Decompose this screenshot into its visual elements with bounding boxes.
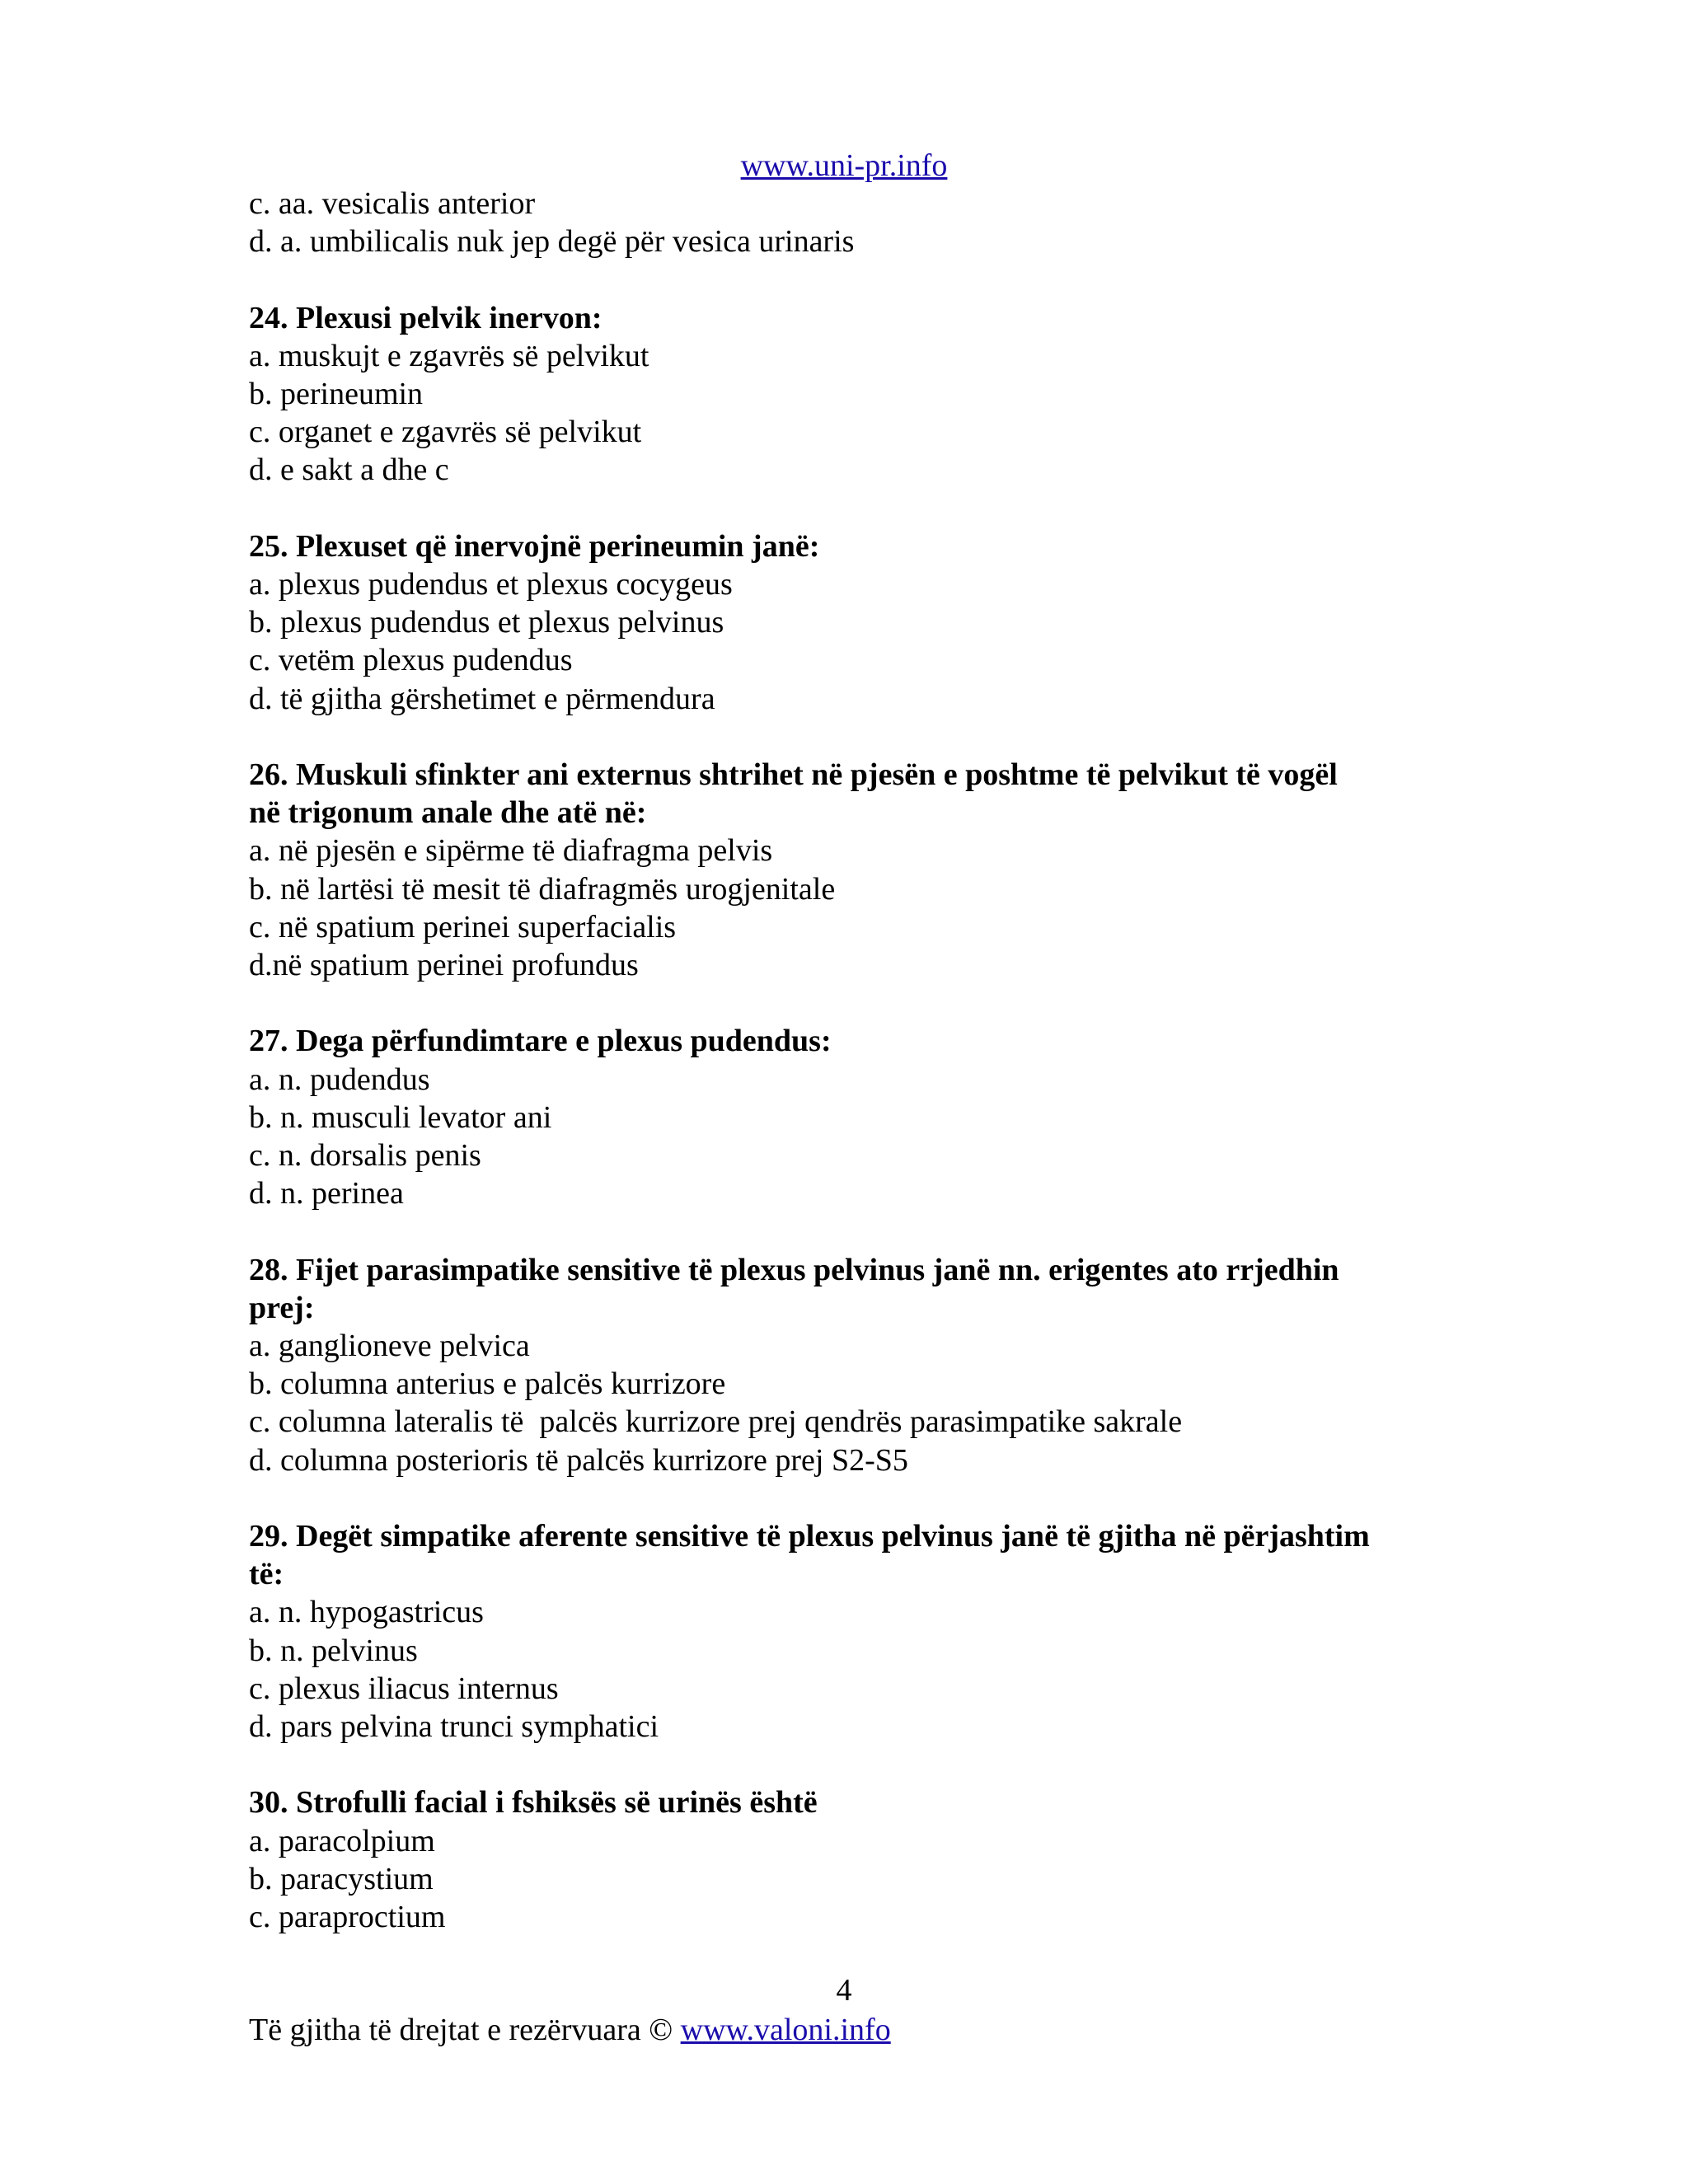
question-title-line: prej:	[249, 1290, 315, 1325]
answer-option: b. paracystium	[249, 1861, 434, 1896]
answer-option: d. e sakt a dhe c	[249, 452, 449, 488]
question-title: 30. Strofulli facial i fshiksës së urinës është	[249, 1785, 818, 1821]
answer-option: a. në pjesën e sipërme të diafragma pelvis	[249, 833, 773, 869]
answer-option: c. organet e zgavrës së pelvikut	[249, 415, 642, 450]
answer-option: a. paracolpium	[249, 1823, 435, 1858]
answer-option: a. n. pudendus	[249, 1062, 430, 1097]
answer-option: a. n. hypogastricus	[249, 1595, 484, 1630]
question-24	[249, 299, 1452, 490]
footer	[249, 2011, 891, 2049]
answer-option: d. n. perinea	[249, 1176, 404, 1212]
answer-option: a. ganglioneve pelvica	[249, 1329, 530, 1364]
answer-option: c. vetëm plexus pudendus	[249, 643, 573, 678]
answer-option: c. columna lateralis të palcës kurrizore prej qendrës parasimpatike sakrale	[249, 1404, 1183, 1440]
question-29	[249, 1517, 1452, 1746]
header-link[interactable]: www.uni-pr.info	[740, 148, 948, 183]
answer-option: c. plexus iliacus internus	[249, 1671, 559, 1706]
answer-option: b. n. musculi levator ani	[249, 1099, 552, 1135]
question-title-line: në trigonum anale dhe atë në:	[249, 795, 647, 831]
document-body	[249, 185, 1452, 1974]
question-28	[249, 1251, 1452, 1479]
question-title-line: 29. Degët simpatike aferente sensitive të plexus pelvinus janë të gjitha në përjashtim	[249, 1519, 1370, 1554]
answer-option: c. në spatium perinei superfacialis	[249, 909, 677, 944]
footer-copyright-text: Të gjitha të drejtat e rezërvuara ©	[249, 2013, 681, 2047]
continuation-answers	[249, 185, 1452, 260]
answer-option: c. paraproctium	[249, 1900, 446, 1935]
question-title-line: 28. Fijet parasimpatike sensitive të plexus pelvinus janë nn. erigentes ato rrjedhin	[249, 1252, 1339, 1287]
answer-option: d.në spatium perinei profundus	[249, 948, 639, 983]
answer-option: b. në lartësi të mesit të diafragmës urogjenitale	[249, 871, 836, 907]
question-30	[249, 1783, 1452, 1936]
answer-option: c. n. dorsalis penis	[249, 1138, 481, 1174]
answer-option: c. aa. vesicalis anterior	[249, 186, 536, 221]
page-number: 4	[836, 1973, 852, 2008]
answer-option: a. muskujt e zgavrës së pelvikut	[249, 338, 649, 373]
answer-option: a. plexus pudendus et plexus cocygeus	[249, 567, 733, 602]
answer-option: b. perineumin	[249, 377, 424, 411]
answer-option: d. columna posterioris të palcës kurrizore prej S2-S5	[249, 1442, 908, 1478]
question-26	[249, 756, 1452, 984]
footer-link[interactable]: www.valoni.info	[680, 2013, 891, 2047]
answer-option: b. plexus pudendus et plexus pelvinus	[249, 605, 724, 640]
question-title: 27. Dega përfundimtare e plexus pudendus:	[249, 1024, 832, 1059]
answer-option: d. a. umbilicalis nuk jep degë për vesica urinaris	[249, 224, 855, 260]
question-title-line: 26. Muskuli sfinkter ani externus shtrihet në pjesën e poshtme të pelvikut të vogël	[249, 757, 1338, 792]
answer-option: b. n. pelvinus	[249, 1633, 418, 1668]
question-title: 24. Plexusi pelvik inervon:	[249, 300, 603, 335]
question-title: 25. Plexuset që inervojnë perineumin janë:	[249, 528, 820, 564]
answer-option: d. pars pelvina trunci symphatici	[249, 1709, 659, 1745]
question-25	[249, 527, 1452, 718]
answer-option: b. columna anterius e palcës kurrizore	[249, 1366, 726, 1402]
answer-option: d. të gjitha gërshetimet e përmendura	[249, 681, 715, 716]
question-title-line: të:	[249, 1557, 284, 1592]
question-27	[249, 1022, 1452, 1212]
